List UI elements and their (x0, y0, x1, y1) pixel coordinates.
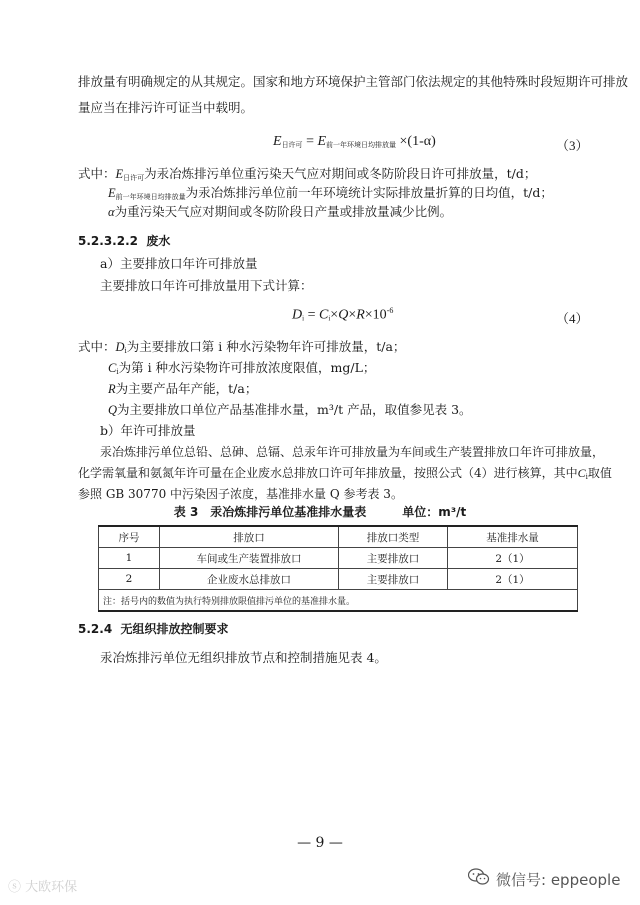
table-note: 注：括号内的数值为执行特别排放限值排污单位的基准排水量。 (99, 590, 578, 612)
sub-a-title: a）主要排放口年许可排放量 (100, 256, 258, 271)
equation-number-3: （3） (556, 138, 589, 153)
watermark-left: ⓢ 大欧环保 (8, 880, 78, 895)
table-cell: 主要排放口 (339, 548, 448, 569)
table-header-cell: 基准排水量 (448, 526, 578, 548)
where4-c: $C_i$为第 i 种水污染物许可排放浓度限值，mg/L； (108, 360, 376, 376)
where3-item1: 式中：E日许可为汞冶炼排污单位重污染天气应对期间或冬防阶段日许可排放量，t/d； (78, 166, 537, 182)
table-header-cell: 序号 (99, 526, 160, 548)
table-header-row (99, 526, 578, 548)
sub-b-line-3: 参照 GB 30770 中污染因子浓度，基准排水量 Q 参考表 3。 (78, 487, 403, 501)
table-cell: 主要排放口 (339, 569, 448, 590)
table-note-row (99, 590, 578, 612)
where3-item2: E前一年环境日均排放量为汞冶炼排污单位前一年环境统计实际排放量折算的日均值，t/d； (108, 185, 553, 201)
sub-b-title: b）年许可排放量 (100, 423, 196, 438)
section-5-2-3-2-2-heading: 5.2.3.2.2 废水 (78, 234, 171, 248)
intro-line-1: 排放量有明确规定的从其规定。国家和地方环境保护主管部门依法规定的其他特殊时段短期许可排放 (78, 74, 629, 89)
intro-line-2: 量应当在排污许可证当中载明。 (78, 100, 254, 115)
table-3-title: 表 3 汞冶炼排污单位基准排水量表 单位：m³/t (173, 505, 467, 519)
sub-a-desc: 主要排放口年许可排放量用下式计算： (100, 278, 313, 293)
formula-3: E日许可 = E前一年环境日均排放量 ×(1-α) (273, 134, 436, 149)
table-cell: 2（1） (448, 569, 578, 590)
table-cell: 2（1） (448, 548, 578, 569)
equation-number-4: （4） (556, 311, 589, 326)
where4-d: 式中：$D_i$为主要排放口第 i 种水污染物年许可排放量，t/a； (78, 339, 406, 355)
where4-q: Q为主要排放口单位产品基准排水量，m³/t 产品，取值参见表 3。 (108, 402, 472, 417)
table-header-cell: 排放口 (160, 526, 339, 548)
table-row (99, 548, 578, 569)
wechat-icon (468, 868, 490, 890)
section-5-2-4-text: 汞冶炼排污单位无组织排放节点和控制措施见表 4。 (100, 650, 387, 665)
section-5-2-4-heading: 5.2.4 无组织排放控制要求 (78, 622, 229, 636)
watermark-wechat: 微信号: eppeople (468, 868, 620, 890)
table-cell: 1 (99, 548, 160, 569)
table-row (99, 569, 578, 590)
sub-b-line-1: 汞冶炼排污单位总铅、总砷、总镉、总汞年许可排放量为车间或生产装置排放口年许可排放量， (100, 445, 605, 459)
page-number: — 9 — (297, 835, 343, 851)
formula-4: $D_i = C_i\times Q\times R\times 10^{-6}$ (292, 306, 394, 323)
table-3 (98, 525, 578, 612)
table-header-cell: 排放口类型 (339, 526, 448, 548)
table-cell: 2 (99, 569, 160, 590)
sub-b-line-2: 化学需氧量和氨氮年许可量在企业废水总排放口许可年排放量，按照公式（4）进行核算，其中$C_i$取值 (78, 466, 612, 481)
table-cell: 企业废水总排放口 (160, 569, 339, 590)
where4-r: R为主要产品年产能，t/a； (108, 381, 258, 396)
watermark-logo-icon: ⓢ (8, 880, 22, 895)
table-cell: 车间或生产装置排放口 (160, 548, 339, 569)
where3-item3: α为重污染天气应对期间或冬防阶段日产量或排放量减少比例。 (108, 204, 453, 219)
